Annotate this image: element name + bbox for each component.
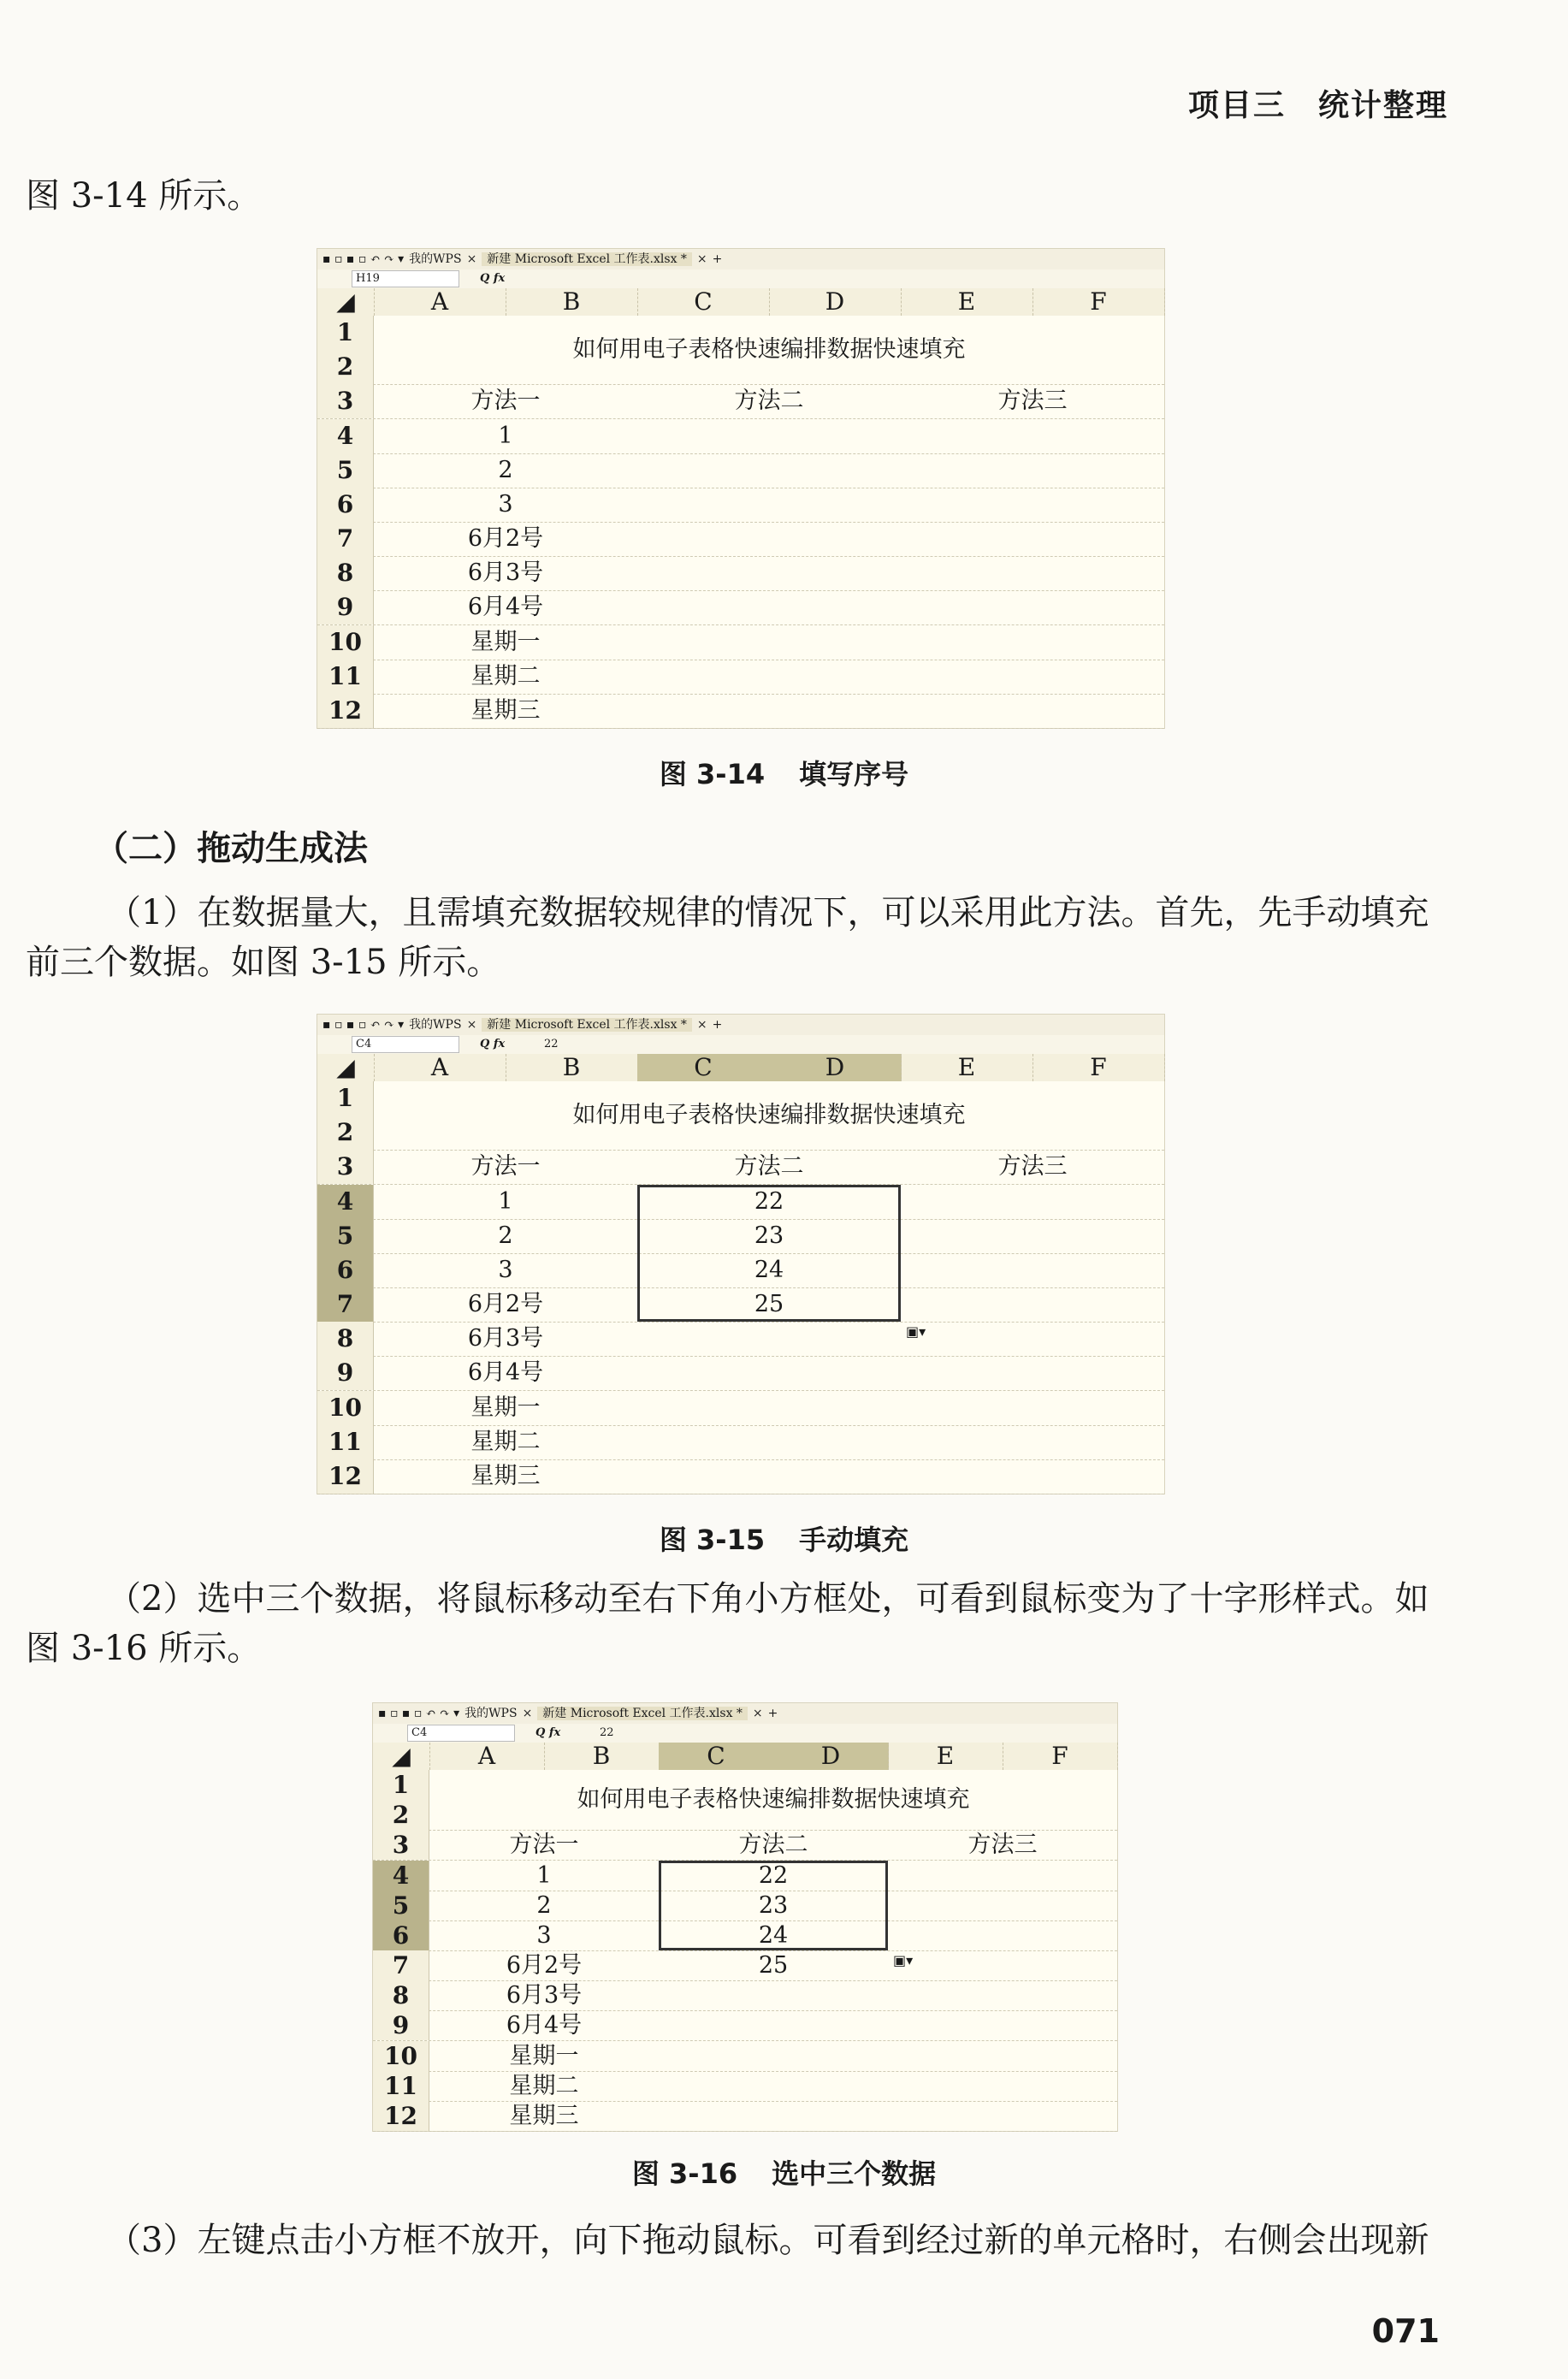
row-header[interactable]: 10 (317, 1391, 374, 1425)
grid-row (317, 522, 1164, 557)
column-header-f[interactable]: F (1003, 1743, 1118, 1770)
method1-cell[interactable]: 6月4号 (467, 594, 544, 621)
tab-wps[interactable]: 我的WPS (464, 1707, 518, 1720)
add-tab-icon[interactable]: + (712, 1018, 723, 1032)
header-cell[interactable]: 方法二 (734, 388, 804, 415)
row-header[interactable]: 4 (317, 419, 374, 453)
row-header[interactable]: 3 (373, 1830, 429, 1860)
header-cell[interactable]: 方法三 (967, 1832, 1038, 1859)
tab-wps[interactable]: 我的WPS (409, 252, 462, 266)
row-header[interactable]: 11 (317, 1425, 374, 1459)
column-headers (317, 288, 1164, 317)
spreadsheet-figure-3-16 (372, 1702, 1118, 2132)
figure-title: 选中三个数据 (772, 2157, 937, 2190)
row-header[interactable]: 5 (317, 453, 374, 488)
figure-title: 填写序号 (799, 758, 909, 790)
method1-cell[interactable]: 星期三 (470, 1462, 541, 1489)
figure-title: 手动填充 (799, 1524, 909, 1556)
method1-cell[interactable]: 6月3号 (467, 1325, 544, 1352)
method1-cell[interactable]: 3 (536, 1921, 552, 1949)
formula-bar (317, 1035, 1164, 1055)
method2-cell[interactable]: 22 (758, 1861, 789, 1889)
select-all-corner[interactable]: ◢ (317, 288, 375, 316)
column-header-e[interactable]: E (901, 1054, 1033, 1081)
column-header-c[interactable]: C (637, 288, 770, 316)
row-header[interactable]: 9 (317, 590, 374, 624)
method2-cell[interactable]: 23 (758, 1891, 789, 1919)
method1-cell[interactable]: 2 (498, 1222, 513, 1249)
grid-row (317, 1356, 1164, 1391)
quick-access-icons: ▪ ▫ ▪ ▫ ↶ ↷ ▾ (322, 252, 405, 266)
fx-icon[interactable]: Q fx (480, 1038, 506, 1050)
method1-cell[interactable]: 6月2号 (467, 1291, 544, 1317)
page-number: 071 (1371, 2312, 1440, 2350)
grid-row (373, 1950, 1117, 1981)
column-header-c[interactable]: C (659, 1743, 774, 1770)
row-header[interactable]: 2 (317, 350, 374, 384)
select-all-corner[interactable]: ◢ (373, 1743, 430, 1770)
selection-range[interactable] (659, 1861, 888, 1951)
column-header-e[interactable]: E (901, 288, 1033, 316)
toolbar (373, 1703, 1117, 1725)
method1-cell[interactable]: 3 (498, 490, 513, 518)
sheet-title[interactable]: 如何用电子表格快速编排数据快速填充 (429, 1770, 1117, 1830)
figure-number: 图 3-15 (659, 1524, 766, 1556)
method2-cell[interactable]: 25 (754, 1291, 784, 1317)
row-header[interactable]: 1 (317, 316, 374, 350)
method2-cell[interactable]: 23 (754, 1222, 784, 1249)
method1-cell[interactable]: 星期一 (470, 1394, 541, 1421)
grid-row (317, 488, 1164, 523)
row-header[interactable]: 1 (317, 1081, 374, 1116)
row-header[interactable]: 2 (373, 1800, 429, 1830)
grid-row (317, 453, 1164, 488)
column-header-f[interactable]: F (1033, 1054, 1165, 1081)
spreadsheet-figure-3-15 (317, 1014, 1165, 1494)
row-header[interactable]: 11 (317, 660, 374, 694)
grid-row (317, 419, 1164, 454)
grid-row (317, 556, 1164, 591)
column-header-d[interactable]: D (769, 1054, 902, 1081)
column-header-f[interactable]: F (1033, 288, 1165, 316)
row-header[interactable]: 8 (373, 1980, 429, 2010)
row-header[interactable]: 1 (373, 1770, 429, 1800)
toolbar (317, 1015, 1164, 1036)
formula-bar (373, 1724, 1117, 1743)
column-header-d[interactable]: D (769, 288, 902, 316)
grid-row (373, 2101, 1117, 2132)
method2-cell[interactable]: 24 (754, 1256, 784, 1283)
method2-cell[interactable]: 25 (758, 1952, 789, 1979)
toolbar (317, 249, 1164, 270)
autofill-options-icon[interactable]: ▣▾ (906, 1323, 926, 1340)
row-header[interactable]: 4 (317, 1185, 374, 1219)
row-header[interactable]: 9 (317, 1356, 374, 1390)
fx-icon[interactable]: Q fx (480, 272, 506, 285)
row-header[interactable]: 3 (317, 1150, 374, 1184)
method1-cell[interactable]: 3 (498, 1256, 513, 1283)
row-header[interactable]: 10 (373, 2041, 429, 2071)
row-header[interactable]: 6 (317, 1253, 374, 1287)
grid-row (317, 384, 1164, 419)
formula-bar (317, 269, 1164, 289)
tab-close-icon[interactable]: × (752, 1707, 763, 1720)
row-header[interactable]: 12 (317, 694, 374, 728)
header-cell[interactable]: 方法一 (509, 1832, 579, 1859)
tab-close-icon[interactable]: × (696, 252, 707, 266)
grid-row (317, 1459, 1164, 1494)
figure-caption-3-15 (0, 1518, 1568, 1558)
method1-cell[interactable]: 1 (498, 1187, 513, 1215)
tab-wps[interactable]: 我的WPS (409, 1018, 462, 1032)
method1-cell[interactable]: 1 (498, 422, 513, 449)
column-header-b[interactable]: B (506, 1054, 638, 1081)
grid-row (317, 1425, 1164, 1460)
tab-close-icon[interactable]: × (696, 1018, 707, 1032)
header-cell[interactable]: 方法一 (470, 388, 541, 415)
header-cell[interactable]: 方法二 (734, 1153, 804, 1181)
column-header-b[interactable]: B (544, 1743, 660, 1770)
name-box[interactable]: C4 (407, 1725, 515, 1742)
method1-cell[interactable]: 星期二 (509, 2072, 579, 2099)
quick-access-icons: ▪ ▫ ▪ ▫ ↶ ↷ ▾ (378, 1707, 460, 1720)
method1-cell[interactable]: 星期三 (470, 696, 541, 724)
section-heading: （二）拖动生成法 (94, 829, 368, 868)
method1-cell[interactable]: 6月4号 (506, 2012, 583, 2039)
column-header-b[interactable]: B (506, 288, 638, 316)
grid-row (317, 1150, 1164, 1185)
method1-cell[interactable]: 6月2号 (506, 1952, 583, 1979)
column-headers (317, 1054, 1164, 1082)
method1-cell[interactable]: 6月3号 (467, 559, 544, 587)
autofill-options-icon[interactable]: ▣▾ (893, 1952, 914, 1968)
header-cell[interactable]: 方法三 (997, 388, 1068, 415)
row-header[interactable]: 11 (373, 2071, 429, 2101)
select-all-corner[interactable]: ◢ (317, 1054, 375, 1081)
method1-cell[interactable]: 6月4号 (467, 1359, 544, 1387)
figure-number: 图 3-14 (659, 758, 766, 790)
row-header[interactable]: 3 (317, 384, 374, 418)
column-header-a[interactable]: A (429, 1743, 545, 1770)
column-header-c[interactable]: C (637, 1054, 770, 1081)
grid-row (317, 660, 1164, 695)
figure-number: 图 3-16 (631, 2157, 738, 2190)
method1-cell[interactable]: 星期二 (470, 662, 541, 689)
method1-cell[interactable]: 2 (536, 1891, 552, 1919)
method2-cell[interactable]: 24 (758, 1921, 789, 1949)
row-header[interactable]: 5 (317, 1219, 374, 1253)
grid-row (317, 590, 1164, 625)
grid-row (317, 625, 1164, 660)
grid-row (317, 1322, 1164, 1357)
spreadsheet-figure-3-14 (317, 248, 1165, 729)
name-box[interactable]: H19 (352, 270, 459, 287)
add-tab-icon[interactable]: + (712, 252, 723, 266)
tab-document[interactable]: 新建 Microsoft Excel 工作表.xlsx * (482, 252, 692, 266)
sheet-title[interactable]: 如何用电子表格快速编排数据快速填充 (374, 316, 1164, 384)
tab-document[interactable]: 新建 Microsoft Excel 工作表.xlsx * (482, 1018, 692, 1032)
name-box[interactable]: C4 (352, 1036, 459, 1053)
grid-row (373, 2071, 1117, 2102)
column-header-e[interactable]: E (888, 1743, 1003, 1770)
running-header: 项目三 统计整理 (1187, 88, 1448, 123)
column-header-a[interactable]: A (374, 288, 506, 316)
header-cell[interactable]: 方法二 (738, 1832, 808, 1859)
column-headers (373, 1743, 1117, 1771)
method1-cell[interactable]: 星期三 (509, 2102, 579, 2129)
figure-caption-3-16 (0, 2152, 1568, 2192)
grid-row (373, 1980, 1117, 2011)
formula-input[interactable]: 22 (600, 1726, 614, 1739)
quick-access-icons: ▪ ▫ ▪ ▫ ↶ ↷ ▾ (322, 1018, 405, 1032)
selection-range[interactable] (637, 1185, 901, 1323)
tab-document[interactable]: 新建 Microsoft Excel 工作表.xlsx * (537, 1707, 748, 1720)
row-header[interactable]: 12 (373, 2101, 429, 2131)
tab-close-icon[interactable]: × (466, 252, 477, 266)
row-header[interactable]: 12 (317, 1459, 374, 1494)
row-header[interactable]: 2 (317, 1116, 374, 1150)
method1-cell[interactable]: 6月3号 (506, 1982, 583, 2009)
row-header[interactable]: 8 (317, 1322, 374, 1356)
grid-row (373, 2041, 1117, 2072)
grid-row (373, 1830, 1117, 1861)
row-header[interactable]: 7 (317, 1287, 374, 1322)
fx-icon[interactable]: Q fx (535, 1726, 561, 1739)
add-tab-icon[interactable]: + (767, 1707, 778, 1720)
method1-cell[interactable]: 星期一 (509, 2042, 579, 2069)
row-header[interactable]: 4 (373, 1861, 429, 1891)
method1-cell[interactable]: 6月2号 (467, 525, 544, 552)
method2-cell[interactable]: 22 (754, 1187, 784, 1215)
sheet-title[interactable]: 如何用电子表格快速编排数据快速填充 (374, 1081, 1164, 1150)
row-header[interactable]: 6 (373, 1920, 429, 1950)
formula-input[interactable]: 22 (544, 1038, 559, 1050)
method1-cell[interactable]: 星期一 (470, 628, 541, 655)
intro-text: 图 3-14 所示。 (26, 176, 262, 216)
row-header[interactable]: 8 (317, 556, 374, 590)
tab-close-icon[interactable]: × (522, 1707, 533, 1720)
row-header[interactable]: 7 (373, 1950, 429, 1980)
grid-row (317, 694, 1164, 729)
header-cell[interactable]: 方法一 (470, 1153, 541, 1181)
tab-close-icon[interactable]: × (466, 1018, 477, 1032)
column-header-d[interactable]: D (773, 1743, 889, 1770)
row-header[interactable]: 6 (317, 488, 374, 522)
grid-row (317, 1391, 1164, 1426)
header-cell[interactable]: 方法三 (997, 1153, 1068, 1181)
method1-cell[interactable]: 星期二 (470, 1428, 541, 1455)
paragraph-3: （3）左键点击小方框不放开，向下拖动鼠标。可看到经过新的单元格时，右侧会出现新 (107, 2221, 1429, 2260)
grid-row (373, 2010, 1117, 2041)
row-header[interactable]: 5 (373, 1891, 429, 1920)
paragraph-2: （2）选中三个数据，将鼠标移动至右下角小方框处，可看到鼠标变为了十字形样式。如图 3-16 所示。 (26, 1579, 1429, 1668)
method1-cell[interactable]: 2 (498, 456, 513, 483)
row-header[interactable]: 10 (317, 625, 374, 660)
row-header[interactable]: 7 (317, 522, 374, 556)
figure-caption-3-14 (0, 753, 1568, 792)
method1-cell[interactable]: 1 (536, 1861, 552, 1889)
column-header-a[interactable]: A (374, 1054, 506, 1081)
paragraph-1: （1）在数据量大，且需填充数据较规律的情况下，可以采用此方法。首先，先手动填充前三个数据。如图 3-15 所示。 (26, 893, 1429, 982)
row-header[interactable]: 9 (373, 2010, 429, 2040)
